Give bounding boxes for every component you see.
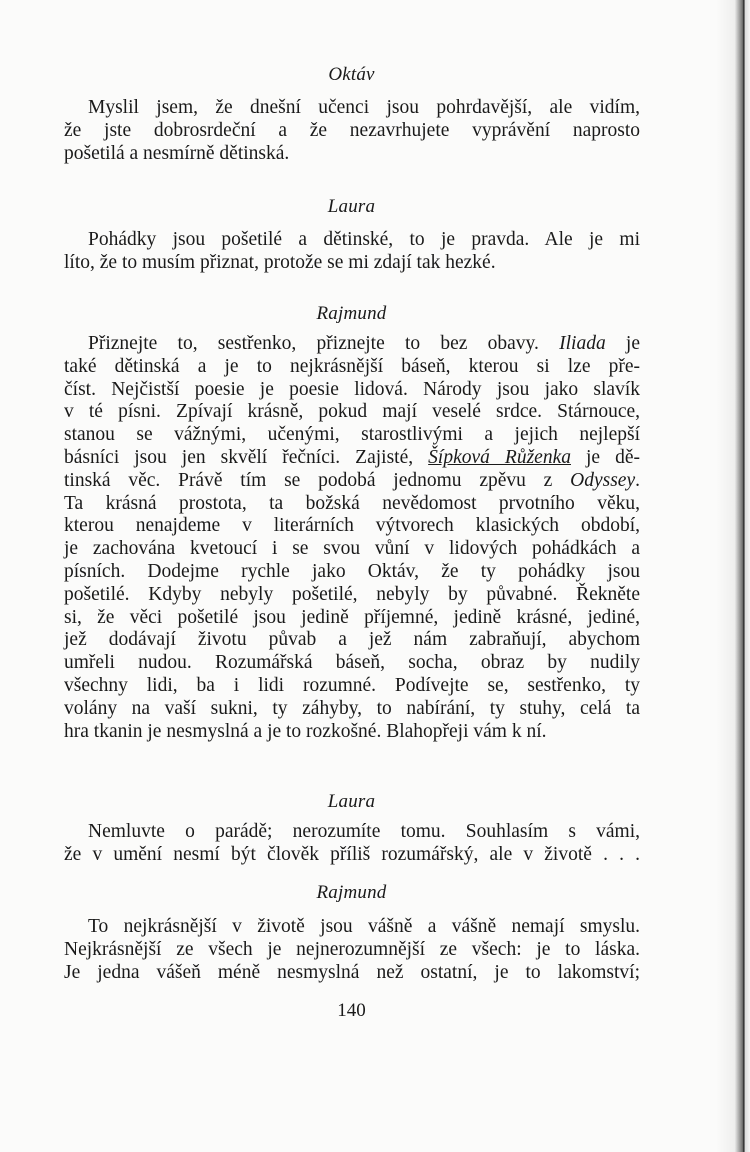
speaker-name: Rajmund	[316, 882, 387, 903]
text-line: stanou se vážnými, učenými, starostlivými a jejich nejlepší	[64, 424, 640, 446]
text-line: také dětinská a je to nejkrásnější báseň, kterou si lze pře-	[64, 355, 640, 377]
page-edge-shadow	[716, 0, 750, 1152]
book-title-iliada: Iliada	[559, 333, 606, 354]
dialogue-paragraph	[64, 916, 640, 984]
text-line: Myslil jsem, že dnešní učenci jsou pohrdavější, ale vidím,	[88, 97, 640, 118]
text-line: Nejkrásnější ze všech je nejnerozumnější ze všech: je to láska.	[64, 938, 640, 960]
text-line: všechny lidi, ba i lidi rozumné. Podívejte se, sestřenko, ty	[64, 674, 640, 696]
text-line: že v umění nesmí být člověk příliš rozumářský, ale v životě . . .	[64, 843, 640, 865]
text-line: Pohádky jsou pošetilé a dětinské, to je pravda. Ale je mi	[88, 229, 640, 250]
text-line: číst. Nejčistší poesie je poesie lidová. Národy jsou jako slavík	[64, 378, 640, 400]
speaker-name: Laura	[327, 791, 376, 812]
text-line: v té písni. Zpívají krásně, pokud mají veselé srdce. Stárnouce,	[64, 401, 640, 423]
text-line: je zachována kvetoucí i se svou vůní v lidových pohádkách a	[64, 538, 640, 560]
text-line: hra tkanin je nesmyslná a je to rozkošné. Blahopřeji vám k ní.	[64, 720, 547, 742]
text-line: Nemluvte o parádě; nerozumíte tomu. Souhlasím s vámi,	[88, 821, 640, 842]
speaker-name: Laura	[327, 196, 376, 217]
text-line: pošetilé. Kdyby nebyly pošetilé, nebyly by půvabné. Řekněte	[64, 583, 640, 605]
speaker-name: Rajmund	[316, 303, 387, 324]
text-line: To nejkrásnější v životě jsou vášně a vášně nemají smyslu.	[88, 916, 640, 937]
dialogue-paragraph	[64, 333, 640, 743]
text-line: Je jedna vášeň méně nesmyslná než ostatní, je to lakomství;	[64, 961, 640, 983]
text-line: jež dodávají životu půvab a jež nám zabraňují, abychom	[64, 629, 640, 651]
dialogue-paragraph	[64, 229, 640, 275]
dialogue-paragraph	[64, 821, 640, 867]
text-line: volány na vaší sukni, ty záhyby, to nabírání, ty stuhy, celá ta	[64, 697, 640, 719]
book-title-sipkova-ruzenka: Šípková Růženka	[428, 446, 571, 468]
speaker-name: Oktáv	[328, 64, 375, 85]
text-line: líto, že to musím přiznat, protože se mi zdají tak hezké.	[64, 251, 496, 273]
text-line: tinská věc. Právě tím se podobá jednomu zpěvu z Odyssey.	[64, 469, 640, 491]
page-number: 140	[337, 1000, 366, 1021]
dialogue-paragraph	[64, 97, 640, 165]
text-line: umřeli nudou. Rozumářská báseň, socha, obraz by nudily	[64, 652, 640, 674]
book-title-odyssey: Odyssey	[570, 469, 636, 491]
text-line: písních. Dodejme rychle jako Oktáv, že ty pohádky jsou	[64, 560, 640, 582]
text-line: básníci jsou jen skvělí řečníci. Zajisté, Šípková Růženka je dě-	[64, 446, 640, 468]
text-line: že jste dobrosrdeční a že nezavrhujete vyprávění naprosto	[64, 119, 640, 141]
text-line: kterou nenajdeme v literárních výtvorech klasických období,	[64, 515, 640, 537]
text-line: Ta krásná prostota, ta božská nevědomost prvotního věku,	[64, 492, 640, 514]
text-line: Přiznejte to, sestřenko, přiznejte to bez obavy. Iliada je	[88, 333, 640, 354]
text-line: si, že věci pošetilé jsou jedině příjemné, jedině krásné, jediné,	[64, 606, 640, 628]
text-line: pošetilá a nesmírně dětinská.	[64, 142, 290, 164]
